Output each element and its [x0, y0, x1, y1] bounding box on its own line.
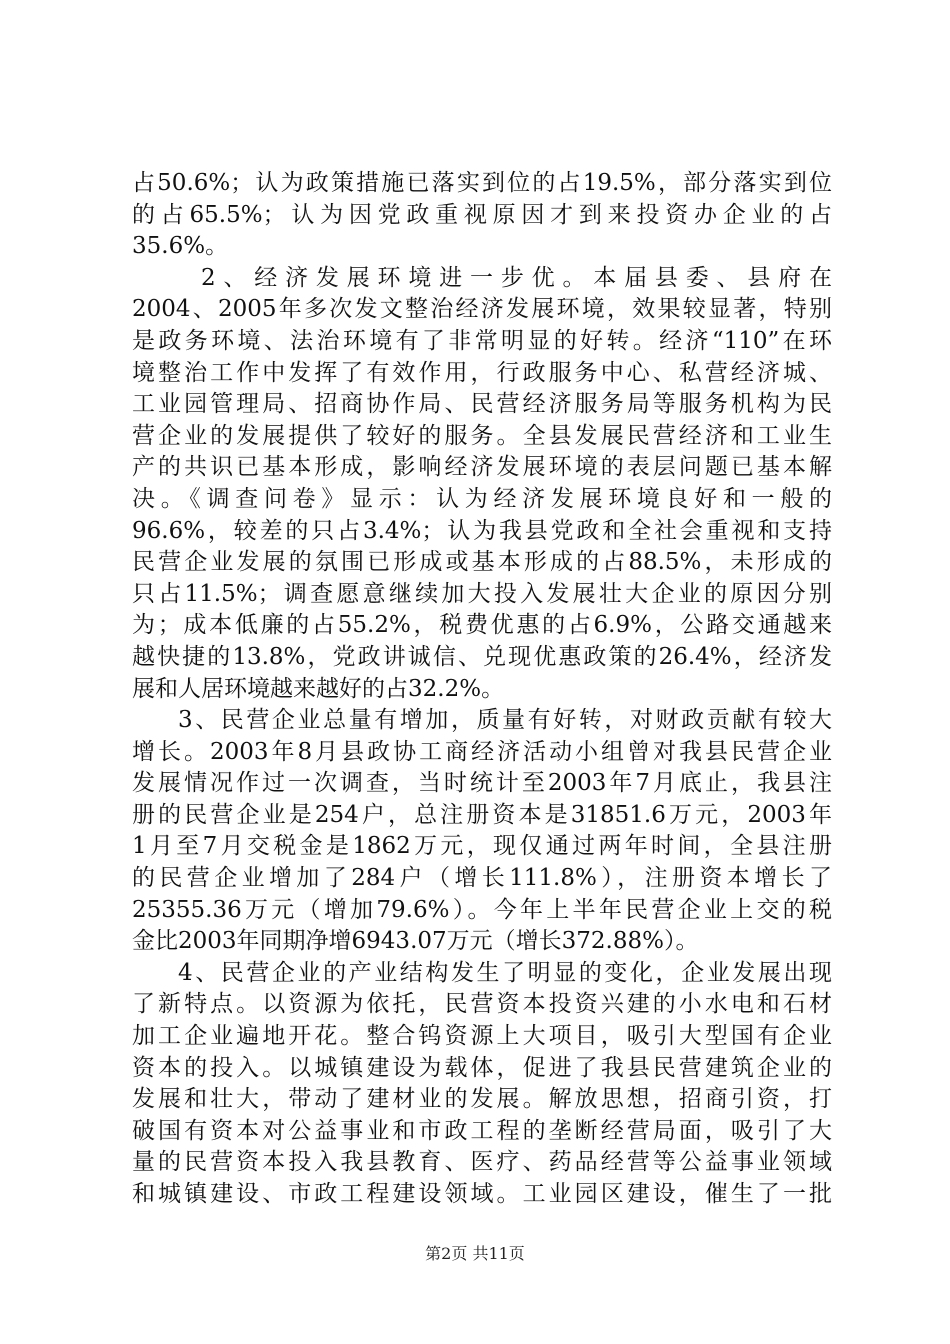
- text-line: 民营企业发展的氛围已形成或基本形成的占88.5%，未形成的: [132, 549, 832, 576]
- text-line: 96.6%，较差的只占3.4%；认为我县党政和全社会重视和支持: [132, 517, 832, 544]
- text-line: 增长。2003年8月县政协工商经济活动小组曾对我县民营企业: [132, 738, 832, 765]
- text-line: 展和人居环境越来越好的占32.2%。: [132, 675, 505, 702]
- text-line: 破国有资本对公益事业和市政工程的垄断经营局面，吸引了大: [132, 1117, 832, 1144]
- text-line: 营企业的发展提供了较好的服务。全县发展民营经济和工业生: [132, 422, 832, 449]
- text-line: 产的共识已基本形成，影响经济发展环境的表层问题已基本解: [132, 454, 832, 481]
- text-line: 资本的投入。以城镇建设为载体，促进了我县民营建筑企业的: [132, 1054, 832, 1081]
- text-line: 为；成本低廉的占55.2%，税费优惠的占6.9%，公路交通越来: [132, 612, 832, 639]
- text-line: 金比2003年同期净增6943.07万元（增长372.88%）。: [132, 928, 699, 955]
- text-line: 2004、2005年多次发文整治经济发展环境，效果较显著，特别: [132, 296, 832, 323]
- paragraph-start-line: 3、民营企业总量有增加，质量有好转，对财政贡献有较大: [178, 707, 832, 734]
- text-line: 和城镇建设、市政工程建设领域。工业园区建设，催生了一批: [132, 1181, 832, 1207]
- text-line: 工业园管理局、招商协作局、民营经济服务局等服务机构为民: [132, 391, 832, 418]
- text-line: 发展情况作过一次调查，当时统计至2003年7月底止，我县注: [132, 770, 832, 797]
- document-body: [132, 168, 832, 1211]
- text-line: 发展和壮大，带动了建材业的发展。解放思想，招商引资，打: [132, 1086, 832, 1113]
- text-line: 境整治工作中发挥了有效作用，行政服务中心、私营经济城、: [132, 359, 832, 386]
- text-line: 册的民营企业是254户，总注册资本是31851.6万元，2003年: [132, 801, 832, 828]
- text-line: 占50.6%；认为政策措施已落实到位的占19.5%，部分落实到位: [132, 170, 832, 196]
- text-line: 决。《调查问卷》显示：认为经济发展环境良好和一般的: [132, 485, 832, 512]
- text-line: 越快捷的13.8%，党政讲诚信、兑现优惠政策的26.4%，经济发: [132, 643, 832, 670]
- text-line: 的占65.5%；认为因党政重视原因才到来投资办企业的占: [132, 201, 832, 228]
- text-line: 35.6%。: [132, 233, 229, 260]
- text-line: 1月至7月交税金是1862万元，现仅通过两年时间，全县注册: [132, 833, 832, 860]
- text-line: 量的民营资本投入我县教育、医疗、药品经营等公益事业领域: [132, 1149, 832, 1176]
- text-line: 加工企业遍地开花。整合钨资源上大项目，吸引大型国有企业: [132, 1023, 832, 1050]
- text-line: 25355.36万元（增加79.6%）。今年上半年民营企业上交的税: [132, 896, 832, 923]
- paragraph-start-line: 4、民营企业的产业结构发生了明显的变化，企业发展出现: [178, 959, 832, 986]
- paragraph-start-line: 2、经济发展环境进一步优。本届县委、县府在: [201, 264, 832, 291]
- text-line: 的民营企业增加了284户（增长111.8%），注册资本增长了: [132, 865, 832, 892]
- text-line: 只占11.5%；调查愿意继续加大投入发展壮大企业的原因分别: [132, 580, 832, 607]
- text-line: 是政务环境、法治环境有了非常明显的好转。经济“110”在环: [132, 327, 832, 354]
- page-number-footer: 第2页 共11页: [425, 1244, 525, 1263]
- text-line: 了新特点。以资源为依托，民营资本投资兴建的小水电和石材: [132, 991, 832, 1018]
